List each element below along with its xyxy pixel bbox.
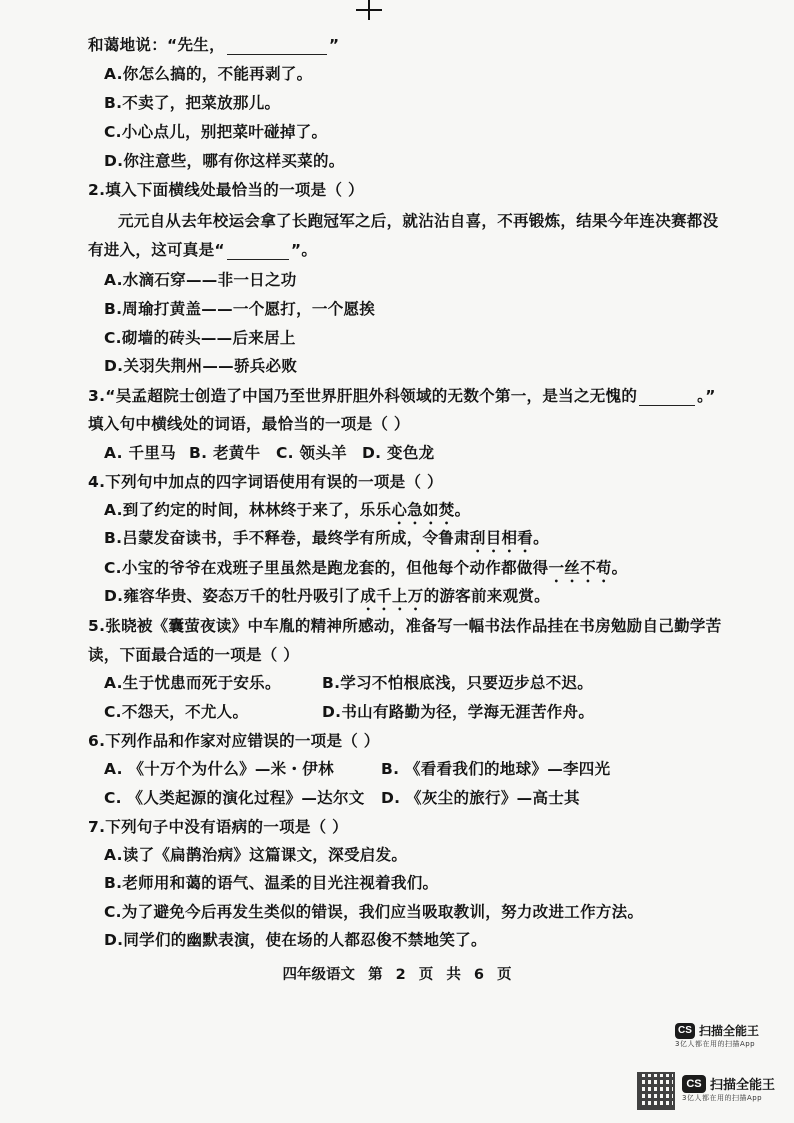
- q2-text-line1: 元元自从去年校运会拿了长跑冠军之后，就沾沾自喜，不再锻炼，结果今年连决赛都没: [118, 212, 719, 230]
- q7-option-c: C.为了避免今后再发生类似的错误，我们应当吸取教训，努力改进工作方法。: [104, 903, 644, 921]
- footer-total-pages: 共 6 页: [446, 967, 512, 983]
- q4-option-d-dotted: 成千上万: [360, 587, 424, 605]
- q1-tail-line: [88, 35, 339, 55]
- q3-text-end: 。”: [697, 387, 716, 405]
- cs-logo-icon: CS: [675, 1023, 695, 1039]
- q5-option-b: B.学习不怕根底浅，只要迈步总不迟。: [322, 674, 594, 692]
- q4-option-c-text: C.小宝的爷爷在戏班子里虽然是跑龙套的，但他每个动作都做得: [104, 559, 549, 577]
- watermark-name: 扫描全能王: [710, 1078, 776, 1093]
- q4-option-b-dotted: 刮目相看: [469, 529, 534, 547]
- watermark-name: 扫描全能王: [699, 1024, 760, 1038]
- q2-option-a: A.水滴石穿——非一日之功: [104, 271, 297, 289]
- scanner-watermark: [675, 1022, 759, 1049]
- q4-option-a-end: 。: [454, 501, 471, 519]
- q6-option-a: A. 《十万个为什么》—米・伊林: [104, 760, 334, 778]
- q4-option-d-text: D.雍容华贵、姿态万千的牡丹吸引了: [104, 587, 361, 605]
- q1-tail-text: 和蔼地说：“先生，: [88, 36, 225, 54]
- q4-option-c: [104, 558, 627, 586]
- scanner-watermark-large: [682, 1074, 775, 1103]
- q4-option-c-end: 。: [611, 559, 628, 577]
- watermark-slogan: 3亿人都在用的扫描App: [682, 1094, 763, 1102]
- q3-text: 3.“吴孟超院士创造了中国乃至世界肝胆外科领域的无数个第一，是当之无愧的: [88, 387, 638, 405]
- q1-option-a: A.你怎么搞的，不能再剥了。: [104, 65, 313, 83]
- q1-option-d: D.你注意些，哪有你这样买菜的。: [104, 152, 345, 170]
- q2-text-part1: 有进入，这可真是“: [88, 241, 225, 259]
- q6-option-b: B. 《看看我们的地球》—李四光: [381, 760, 611, 778]
- q7-option-d: D.同学们的幽默表演，使在场的人都忍俊不禁地笑了。: [104, 931, 487, 949]
- q5-line1: 5.张晓被《囊萤夜读》中车胤的精神所感动，准备写一幅书法作品挂在书房勉励自己勤学苦: [88, 617, 722, 635]
- q4-option-c-dotted: 一丝不苟: [548, 559, 612, 577]
- q7-option-a: A.读了《扁鹊治病》这篇课文，深受启发。: [104, 846, 408, 864]
- q4-option-a-dotted: 心急如焚: [391, 501, 455, 519]
- answer-blank: [227, 245, 289, 260]
- q3-option-d: D. 变色龙: [362, 444, 435, 462]
- q7-stem: 7.下列句子中没有语病的一项是（ ）: [88, 818, 348, 836]
- q4-option-b: [104, 528, 549, 556]
- footer-subject: 四年级语文: [282, 967, 355, 983]
- q4-option-a-text: A.到了约定的时间，林林终于来了，乐乐: [104, 501, 392, 519]
- q4-option-d-end: 的游客前来观赏。: [423, 587, 550, 605]
- q1-option-c: C.小心点儿，别把菜叶碰掉了。: [104, 123, 328, 141]
- q4-stem: 4.下列句中加点的四字词语使用有误的一项是（ ）: [88, 473, 443, 491]
- q2-text-line2: [88, 240, 317, 260]
- qr-code-icon: [637, 1072, 675, 1110]
- q6-option-c: C. 《人类起源的演化过程》—达尔文: [104, 789, 365, 807]
- q5-option-d: D.书山有路勤为径，学海无涯苦作舟。: [322, 703, 595, 721]
- answer-blank: [227, 40, 327, 55]
- footer-page-number: 第 2 页: [368, 967, 434, 983]
- cs-logo-icon: CS: [682, 1075, 706, 1093]
- q3-line1: [88, 386, 716, 406]
- q5-option-a: A.生于忧患而死于安乐。: [104, 674, 281, 692]
- watermark-slogan: 3亿人都在用的扫描App: [675, 1040, 756, 1048]
- q6-stem: 6.下列作品和作家对应错误的一项是（ ）: [88, 732, 380, 750]
- q5-option-c: C.不怨天，不尤人。: [104, 703, 249, 721]
- q4-option-b-text: B.吕蒙发奋读书，手不释卷，最终学有所成，令鲁肃: [104, 529, 470, 547]
- q2-stem: 2.填入下面横线处最恰当的一项是（ ）: [88, 181, 364, 199]
- q4-option-a: [104, 500, 470, 528]
- q1-option-b: B.不卖了，把菜放那儿。: [104, 94, 281, 112]
- q3-option-b: B. 老黄牛: [189, 444, 261, 462]
- q5-line2: 读，下面最合适的一项是（ ）: [88, 646, 300, 664]
- q3-option-c: C. 领头羊: [276, 444, 347, 462]
- q4-option-d: [104, 586, 550, 614]
- q2-option-c: C.砌墙的砖头——后来居上: [104, 329, 296, 347]
- quote-end: ”: [328, 36, 340, 54]
- q4-option-b-end: 。: [533, 529, 549, 547]
- page-footer: [0, 963, 794, 984]
- q2-option-b: B.周瑜打黄盖——一个愿打，一个愿挨: [104, 300, 376, 318]
- q6-option-d: D. 《灰尘的旅行》—高士其: [381, 789, 580, 807]
- q3-line2: 填入句中横线处的词语，最恰当的一项是（ ）: [88, 415, 410, 433]
- q2-text-part2: ”。: [290, 241, 318, 259]
- q7-option-b: B.老师用和蔼的语气、温柔的目光注视着我们。: [104, 874, 439, 892]
- q3-option-a: A. 千里马: [104, 444, 176, 462]
- q2-option-d: D.关羽失荆州——骄兵必败: [104, 357, 298, 375]
- crosshair-mark: [356, 0, 382, 20]
- answer-blank: [639, 391, 695, 406]
